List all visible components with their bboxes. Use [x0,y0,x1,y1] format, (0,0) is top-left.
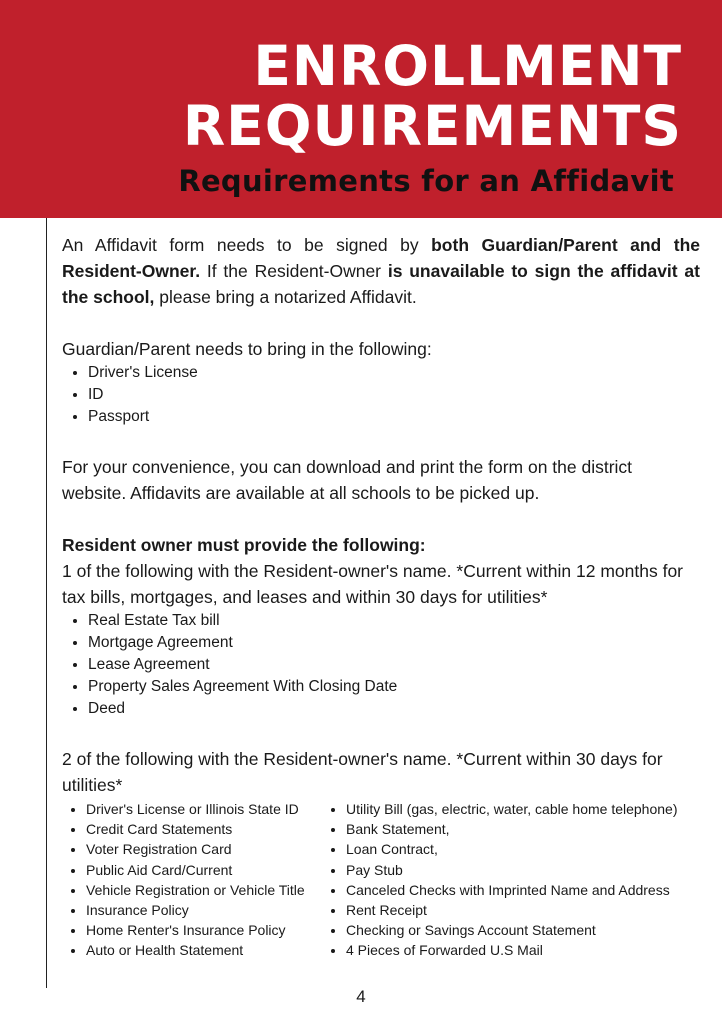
list-item: • ID [88,384,700,406]
list-item: • Canceled Checks with Imprinted Name and Address [346,880,700,900]
list-item: • Loan Contract, [346,839,700,859]
list-item: • Real Estate Tax bill [88,610,700,632]
intro-text-2: If the Resident-Owner [200,261,388,281]
list-item: • Vehicle Registration or Vehicle Title [86,880,322,900]
list-item: • Insurance Policy [86,900,322,920]
list-item: • Property Sales Agreement With Closing Date [88,676,700,698]
two-of-following-left-list [62,799,322,961]
list-item: • Driver's License or Illinois State ID [86,799,322,819]
spacer [62,310,700,336]
list-item: • Public Aid Card/Current [86,860,322,880]
list-item: • Auto or Health Statement [86,940,322,960]
list-item: • Home Renter's Insurance Policy [86,920,322,940]
spacer [62,506,700,532]
page-subtitle: Requirements for an Affidavit [178,164,674,198]
main-content [62,232,700,961]
list-item: • Bank Statement, [346,819,700,839]
list-item: • Rent Receipt [346,900,700,920]
list-item: • Mortgage Agreement [88,632,700,654]
list-item: • Checking or Savings Account Statement [346,920,700,940]
list-item: • Voter Registration Card [86,839,322,859]
list-item: • Credit Card Statements [86,819,322,839]
guardian-list [62,362,700,428]
spacer [62,428,700,454]
list-item: • Pay Stub [346,860,700,880]
one-of-following-intro: 1 of the following with the Resident-owner's name. *Current within 12 months for tax bills, mortgages, and leases and within 30 days for utilities* [62,561,684,607]
list-item: • Deed [88,698,700,720]
page-title-line-1: ENROLLMENT [253,34,682,98]
list-item: • Driver's License [88,362,700,384]
list-item: • 4 Pieces of Forwarded U.S Mail [346,940,700,960]
resident-heading: Resident owner must provide the following: [62,535,426,555]
page-number: 4 [356,987,366,1006]
intro-bold-1: both Guardian/Parent and the Resident-Owner. [62,235,700,281]
two-of-following-columns [62,799,700,961]
one-of-following-list [62,610,700,720]
two-of-following-right-list [322,799,700,961]
intro-text-1: An Affidavit form needs to be signed by [62,235,432,255]
two-of-following-intro: 2 of the following with the Resident-owner's name. *Current within 30 days for utilities* [62,749,663,795]
spacer [62,720,700,746]
intro-text-3: please bring a notarized Affidavit. [154,287,417,307]
convenience-paragraph: For your convenience, you can download and print the form on the district website. Affidavits are available at all schools to be picked up. [62,457,633,503]
intro-bold-2: is unavailable to sign the affidavit at the school, [62,261,700,307]
guardian-heading: Guardian/Parent needs to bring in the following: [62,339,432,359]
left-divider-line [46,218,47,988]
list-item: • Passport [88,406,700,428]
intro-paragraph [62,232,700,310]
page-title-line-2: REQUIREMENTS [182,94,682,158]
list-item: • Utility Bill (gas, electric, water, cable home telephone) [346,799,700,819]
list-item: • Lease Agreement [88,654,700,676]
header-banner [0,0,722,218]
